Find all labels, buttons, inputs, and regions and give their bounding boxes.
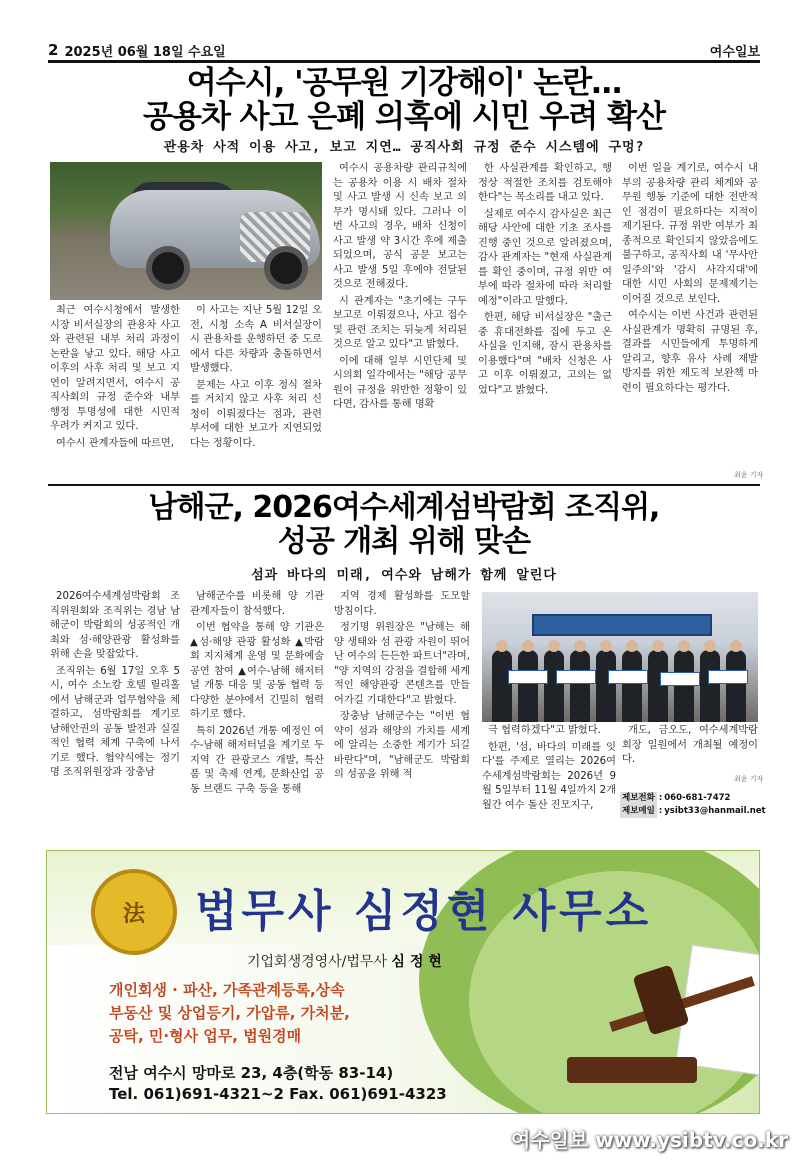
tip-phone-label: 제보전화 [622,793,655,803]
paragraph: 조직위는 6월 17일 오후 5시, 여수 소노캄 호텔 릴리홀에서 남해군과 업무협약을 체결하고, 섬박람회를 계기로 남해안권의 공동 발전과 실질적인 협력 체계 구축에 나서기로 했다. 협약식에는 정기명 조직위원장과 장충남 [50,665,180,778]
paragraph: 극 협력하겠다"고 밝혔다. [488,725,601,736]
person [492,650,512,722]
issue-date: 2025년 06월 18일 수요일 [64,44,226,60]
tip-phone-row [620,792,760,805]
person [648,650,668,722]
article1-column-5 [622,162,758,474]
article2-subhead: 섬과 바다의 미래, 여수와 남해가 함께 알린다 [251,568,557,583]
person-head [496,640,508,652]
paragraph: 이번 협약을 통해 양 기관은 ▲섬·해양 관광 활성화 ▲박람회 지지체계 운영 및 문화예술 공연 참여 ▲여수-남해 해저터널 개통 대응 및 공동 협력 등 다양한 분야에서 긴밀히 협력하기로 했다. [190,622,324,720]
paragraph: 여수시 공용차량 관리규칙에는 공용차 이용 시 배차 절차 및 사고 발생 시 신속 보고 의무가 명시돼 있다. 그러나 이번 사고의 경우, 배차 신청이 사고 발생 약 3시간 후에 제출되었으며, 공식 공문 보고는 사고 발생 5일 후에야 전달된 것으로 전해졌다. [333,163,467,290]
law-seal-icon [91,869,177,955]
paragraph: 시 관계자는 "초기에는 구두 보고로 이뤄졌으나, 사고 접수 및 관련 조치는 뒤늦게 처리된 것으로 알고 있다"고 밝혔다. [333,295,467,350]
ceremony-banner [532,614,712,636]
car-accident-photo [50,162,322,300]
news-tip-contact [620,792,766,818]
paragraph: 정기명 위원장은 "남해는 해양 생태와 섬 관광 자원이 뛰어난 여수의 든든한 파트너"라며, "양 지역의 강점을 결합해 세계적인 해양관광 콘텐츠를 만들어가길 기대한다"고 밝혔다. [334,622,470,706]
agreement-ceremony-photo [482,592,758,722]
article2-column-1 [50,590,180,832]
page-header [48,40,760,60]
placard [708,670,748,684]
paragraph: 이번 일을 계기로, 여수시 내부의 공용차량 관리 체계와 공무원 행동 기준에 대한 전반적인 점검이 필요하다는 지적이 제기된다. 규정 위반 여부가 최종적으로 확인되지 않았음에도 불구하고, 공직사회 내 '무사안일주의'와 '감시 사각지대'에 대한 시민 사회의 문제제기는 이어질 것으로 보인다. [622,163,758,305]
person [570,650,590,722]
article2-headline-line1: 남해군, 2026여수세계섬박람회 조직위, [148,490,660,525]
placard [556,670,596,684]
person-head [704,640,716,652]
service-line: 개인회생 · 파산, 가족관계등록,상속 [109,981,345,999]
ad-services [109,979,350,1048]
law-office-advertisement [46,850,760,1114]
paragraph: 문제는 사고 이후 정식 절차를 거치지 않고 사후 처리 신청이 이뤄졌다는 점과, 관련 부서에 대한 보고가 지연되었다는 정황이다. [190,379,322,449]
person [544,650,564,722]
person [700,650,720,722]
person-head [730,640,742,652]
paragraph: 한 사실관계를 확인하고, 행정상 적절한 조치를 검토해야 한다"는 목소리를 내고 있다. [478,163,612,203]
car-wheel [146,246,190,290]
tip-email: ysibt33@hanmail.net [664,806,766,816]
article2-column-2 [190,590,324,832]
person [674,650,694,722]
tip-phone: 060-681-7472 [664,793,731,803]
article1-headline-line2: 공용차 사고 은폐 의혹에 시민 우려 확산 [143,99,665,135]
article2-headline-line2: 성공 개최 위해 맞손 [277,524,531,559]
paragraph: 장충남 남해군수는 "이번 협약이 섬과 해양의 가치를 세계에 알리는 소중한 계기가 되길 바란다"며, "남해군도 박람회의 성공을 위해 적 [334,711,470,780]
person [622,650,642,722]
article1-column-3 [333,162,467,482]
person [596,650,616,722]
article1-column-2 [190,304,322,482]
person-head [548,640,560,652]
ad-contact [109,1063,447,1105]
tip-email-row [620,805,766,818]
article1-headline-line1: 여수시, '공무원 기강해이' 논란… [186,65,622,101]
article2-credit: 최윤 기자 [734,775,764,783]
person-head [678,640,690,652]
car-wheel [264,246,308,290]
person-head [600,640,612,652]
paragraph: 한편, '섬, 바다의 미래를 잇다'를 주제로 열리는 2026여수세계섬박람회는 2026년 9월 5일부터 11월 4일까지 2개월간 여수 돌산 진모지구, [482,741,616,811]
ad-title: 법무사 심정현 사무소 [195,886,653,937]
article1-subhead: 관용차 사적 이용 사고, 보고 지연… 공직사회 규정 준수 시스템에 구멍? [163,140,645,155]
paper-name: 여수일보 [709,44,760,60]
article2-column-3 [334,590,470,832]
person-head [626,640,638,652]
paragraph: 한편, 해당 비서실장은 "출근 중 휴대전화를 집에 두고 온 사실을 인지해, 잠시 관용차를 이용했다"며 "배차 신청은 사고 이후 이뤄졌고, 고의는 없었다"고 밝혔다. [478,312,612,396]
placard [508,670,548,684]
ad-subtitle [247,951,442,971]
article2-column-4 [482,724,616,832]
ad-subtitle-prefix: 기업회생경영사/법무사 [247,954,392,970]
ad-phone-fax: Tel. 061)691-4321~2 Fax. 061)691-4323 [109,1085,447,1103]
person-head [574,640,586,652]
seal-text: 法 [122,900,145,927]
service-line: 부동산 및 상업등기, 가압류, 가처분, [109,1004,350,1022]
placard [660,672,700,686]
paragraph: 특히 2026년 개통 예정인 여수-남해 해저터널을 계기로 두 지역 간 관광코스 개발, 특산품 및 축제 연계, 문화산업 공동 브랜드 구축 등을 통해 [190,725,324,795]
footer-watermark: 여수일보 www.ysibtv.co.kr [510,1128,788,1152]
paragraph: 이에 대해 일부 시민단체 및 시의회 일각에서는 "해당 공무원이 규정을 위반한 정황이 있다면, 감사를 통해 명확 [333,355,467,410]
paragraph: 여수시는 이번 사건과 관련된 사실관계가 명확히 규명된 후, 결과를 시민들에게 투명하게 알리고, 향후 유사 사례 재발 방지를 위한 제도적 보완책 마련이 필요하다는 평가다. [622,310,758,394]
person-head [652,640,664,652]
paragraph: 지역 경제 활성화를 도모할 방침이다. [334,591,470,617]
paragraph: 2026여수세계섬박람회 조직위원회와 조직위는 경남 남해군이 박람회의 성공적인 개최와 섬·해양관광 활성화를 위해 손을 맞잡았다. [50,591,180,660]
paragraph: 이 사고는 지난 5월 12일 오전, 시청 소속 A 비서실장이 시 관용차를 운행하던 중 도로에서 다른 차량과 충돌하면서 발생했다. [190,305,322,374]
gavel-block-icon [567,1057,697,1083]
person [518,650,538,722]
paragraph: 최근 여수시청에서 발생한 시장 비서실장의 관용차 사고와 관련된 내부 처리 과정이 논란을 낳고 있다. 해당 사고 이후의 사후 처리 및 보고 지연이 알려지면서, 여수시 공직사회의 규정 준수와 내부 행정 투명성에 대한 시민적 우려가 커지고 있다. [50,305,180,432]
ad-address: 전남 여수시 망마로 23, 4층(학동 83-14) [109,1064,394,1082]
person [726,650,746,722]
page-number: 2 [48,41,59,59]
placard [608,670,648,684]
tip-email-label: 제보메일 [622,806,655,816]
service-line: 공탁, 민·형사 업무, 법원경매 [109,1027,302,1045]
paragraph: 여수시 관계자들에 따르면, [56,437,174,449]
article1-column-1 [50,304,180,482]
ad-subtitle-name: 심 정 현 [391,954,442,970]
colon: : [658,793,663,803]
paragraph: 남해군수를 비롯해 양 기관 관계자들이 참석했다. [190,591,324,617]
article-divider [48,484,760,486]
article1-column-4 [478,162,612,482]
colon: : [658,806,663,816]
paragraph: 개도, 금오도, 여수세계박람회장 일원에서 개최될 예정이다. [622,725,758,765]
article1-credit: 최윤 기자 [734,471,764,479]
paragraph: 실제로 여수시 감사실은 최근 해당 사안에 대한 기초 조사를 진행 중인 것으로 알려졌으며, 감사 관계자는 "현재 사실관계를 확인 중이며, 규정 위반 여부에 따라 절차에 따라 처리할 예정"이라고 말했다. [478,208,612,307]
header-left [48,41,226,60]
person-head [522,640,534,652]
header-rule [48,60,760,63]
